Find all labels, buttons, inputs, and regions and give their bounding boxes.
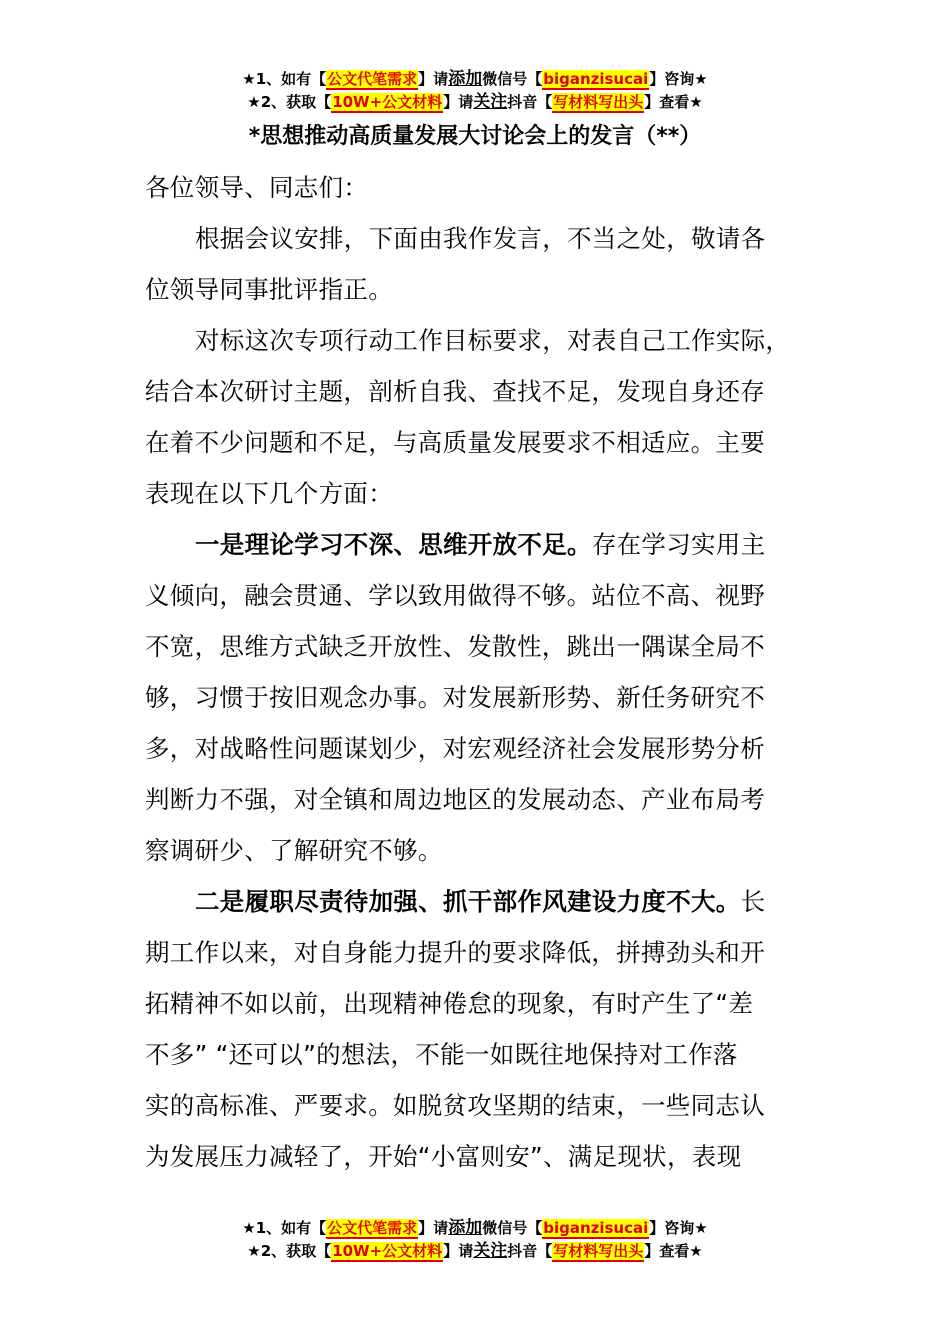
bold-heading: 二是履职尽责待加强、抓干部作风建设力度不大。 xyxy=(195,887,741,916)
header-banner xyxy=(0,68,950,114)
line-text: 根据会议安排，下面由我作发言，不当之处，敬请各 xyxy=(195,224,766,253)
line-text: 判断力不强，对全镇和周边地区的发展动态、产业布局考 xyxy=(145,785,765,814)
banner-text: ★2、获取【 xyxy=(247,1242,332,1260)
text-line xyxy=(145,570,835,621)
highlight-text: 10W+公文材料 xyxy=(332,93,443,111)
underlined-text: 添加 xyxy=(448,69,483,89)
document-title: *思想推动高质量发展大讨论会上的发言（**） xyxy=(248,124,702,149)
highlight-text: 10W+公文材料 xyxy=(332,1242,443,1260)
text-line xyxy=(145,1080,835,1131)
banner-text: 】请 xyxy=(443,93,474,111)
douyin-account: 写材料写出头 xyxy=(553,93,644,111)
text-line xyxy=(145,927,835,978)
banner-line-2 xyxy=(0,91,950,114)
line-text: 各位领导、同志们： xyxy=(145,173,369,202)
banner-text: ★2、获取【 xyxy=(247,93,332,111)
line-text: 在着不少问题和不足，与高质量发展要求不相适应。主要 xyxy=(145,428,765,457)
line-text: 实的高标准、严要求。如脱贫攻坚期的结束，一些同志认 xyxy=(145,1091,765,1120)
text-line xyxy=(145,978,835,1029)
text-line xyxy=(145,162,835,213)
banner-line-2 xyxy=(0,1240,950,1263)
underlined-text: 添加 xyxy=(448,1218,483,1238)
banner-text: ★1、如有【 xyxy=(242,70,327,88)
wechat-id: biganzisucai xyxy=(543,1219,649,1237)
line-text: 够，习惯于按旧观念办事。对发展新形势、新任务研究不 xyxy=(145,683,765,712)
text-line xyxy=(145,621,835,672)
line-text: 不宽，思维方式缺乏开放性、发散性，跳出一隅谋全局不 xyxy=(145,632,765,661)
banner-text: 微信号【 xyxy=(482,70,543,88)
banner-text: 抖音【 xyxy=(507,1242,553,1260)
text-line xyxy=(145,774,835,825)
line-text: 结合本次研讨主题，剖析自我、查找不足，发现自身还存 xyxy=(145,377,765,406)
banner-line-1 xyxy=(0,68,950,91)
line-text: 察调研少、了解研究不够。 xyxy=(145,836,443,865)
text-line xyxy=(145,315,835,366)
text-line xyxy=(145,1131,835,1182)
banner-text: 】请 xyxy=(443,1242,474,1260)
bold-heading: 一是理论学习不深、思维开放不足。 xyxy=(195,530,592,559)
line-text: 长 xyxy=(740,887,766,916)
banner-text: 】请 xyxy=(418,1219,449,1237)
underlined-text: 关注 xyxy=(473,92,508,112)
text-line xyxy=(145,213,835,264)
banner-text: 】查看★ xyxy=(644,93,703,111)
wechat-id: biganzisucai xyxy=(543,70,649,88)
douyin-account: 写材料写出头 xyxy=(553,1242,644,1260)
text-line xyxy=(145,1029,835,1080)
banner-text: ★1、如有【 xyxy=(242,1219,327,1237)
banner-text: 】请 xyxy=(418,70,449,88)
line-text: 表现在以下几个方面： xyxy=(145,479,393,508)
line-text: 存在学习实用主 xyxy=(591,530,766,559)
line-text: 为发展压力减轻了，开始“小富则安”、满足现状，表现 xyxy=(145,1142,742,1171)
text-line xyxy=(145,672,835,723)
text-line xyxy=(145,366,835,417)
highlight-text: 公文代笔需求 xyxy=(327,70,418,88)
document-body xyxy=(145,162,835,1182)
text-line xyxy=(145,825,835,876)
line-text: 不多” “还可以”的想法，不能一如既往地保持对工作落 xyxy=(145,1040,738,1069)
text-line xyxy=(145,723,835,774)
text-line xyxy=(145,264,835,315)
line-text: 义倾向，融会贯通、学以致用做得不够。站位不高、视野 xyxy=(145,581,765,610)
text-line xyxy=(145,468,835,519)
footer-banner xyxy=(0,1217,950,1263)
line-text: 位领导同事批评指正。 xyxy=(145,275,393,304)
line-text: 对标这次专项行动工作目标要求，对表自己工作实际， xyxy=(195,326,791,355)
banner-line-1 xyxy=(0,1217,950,1240)
text-line xyxy=(145,876,835,927)
banner-text: 微信号【 xyxy=(482,1219,543,1237)
banner-text: 抖音【 xyxy=(507,93,553,111)
banner-text: 】查看★ xyxy=(644,1242,703,1260)
banner-text: 】咨询★ xyxy=(649,70,708,88)
line-text: 期工作以来，对自身能力提升的要求降低，拼搏劲头和开 xyxy=(145,938,765,967)
banner-text: 】咨询★ xyxy=(649,1219,708,1237)
underlined-text: 关注 xyxy=(473,1241,508,1261)
text-line xyxy=(145,417,835,468)
highlight-text: 公文代笔需求 xyxy=(327,1219,418,1237)
text-line xyxy=(145,519,835,570)
line-text: 拓精神不如以前，出现精神倦怠的现象，有时产生了“差 xyxy=(145,989,754,1018)
line-text: 多，对战略性问题谋划少，对宏观经济社会发展形势分析 xyxy=(145,734,765,763)
